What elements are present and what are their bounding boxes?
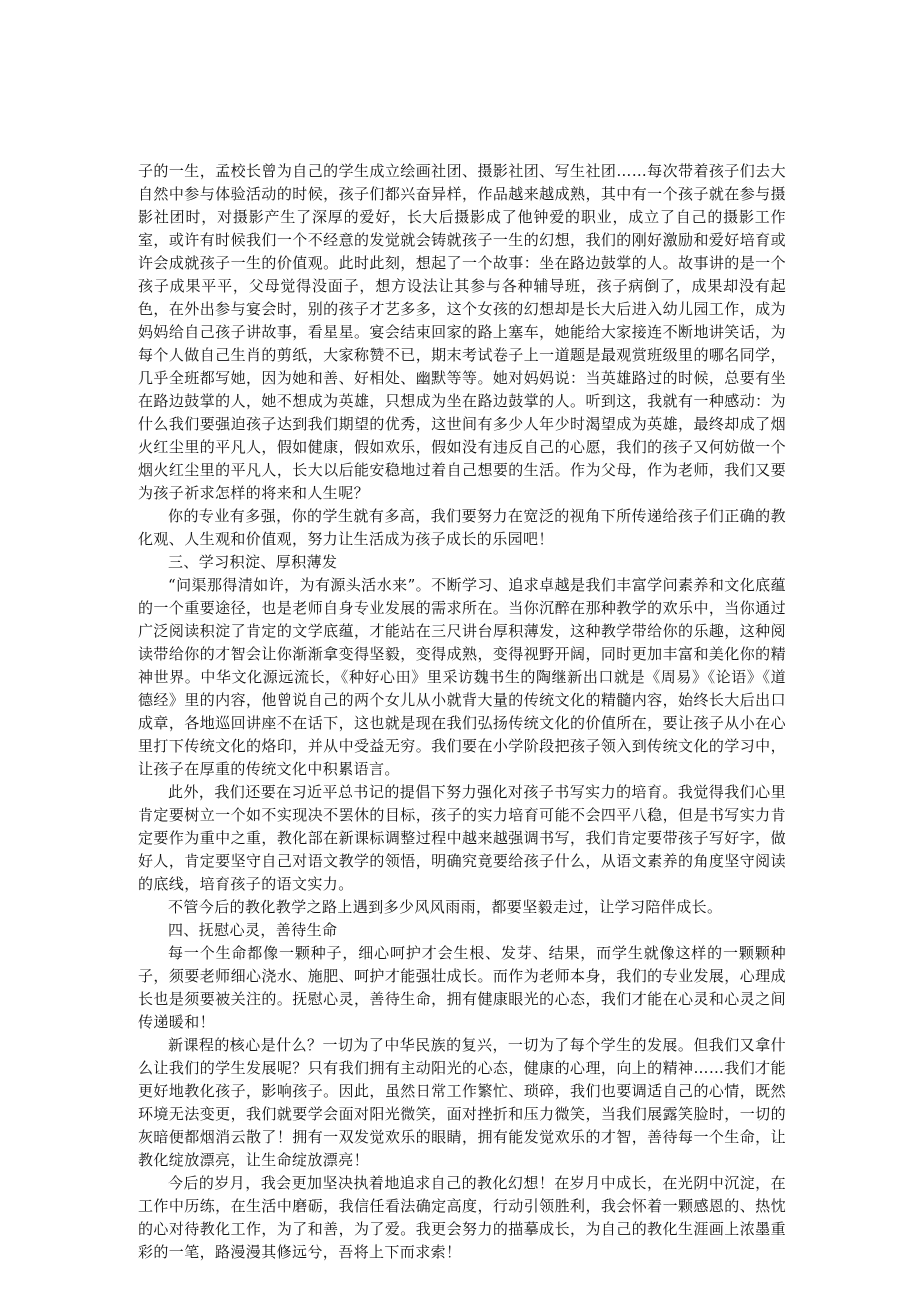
body-paragraph: 新课程的核心是什么？一切为了中华民族的复兴，一切为了每个学生的发展。但我们又拿什么让我们的学生发展呢？只有我们拥有主动阳光的心态，健康的心理，向上的精神……我们才能更好地教化孩子，影响孩子。因此，虽然日常工作繁忙、琐碎，我们也要调适自己的心情，既然环境无法变更，我们就要学会面对阳光微笑，面对挫折和压力微笑，当我们展露笑脸时，一切的灰暗便都烟消云散了！拥有一双发觉欢乐的眼睛，拥有能发觉欢乐的才智，善待每一个生命，让教化绽放漂亮，让生命绽放漂亮！: [138, 1036, 786, 1169]
body-paragraph: “问渠那得清如许，为有源头活水来”。不断学习、追求卓越是我们丰富学问素养和文化底蕴的一个重要途径，也是老师自身专业发展的需求所在。当你沉醉在那种教学的欢乐中，当你通过广泛阅读积淀了肯定的文学底蕴，才能站在三尺讲台厚积薄发，这种教学带给你的乐趣，这种阅读带给你的才智会让你渐渐拿变得坚毅，变得成熟，变得视野开阔，同时更加丰富和美化你的精神世界。中华文化源远流长，《种好心田》里采访魏书生的陶继新出口就是《周易》《论语》《道德经》里的内容，他曾说自己的两个女儿从小就背大量的传统文化的精髓内容，始终长大后出口成章，各地巡回讲座不在话下，这也就是现在我们弘扬传统文化的价值所在，要让孩子从小在心里打下传统文化的烙印，并从中受益无穷。我们要在小学阶段把孩子领入到传统文化的学习中，让孩子在厚重的传统文化中积累语言。: [138, 576, 786, 778]
body-paragraph: 今后的岁月，我会更加坚决执着地追求自己的教化幻想！在岁月中成长，在光阴中沉淀，在工作中历练，在生活中磨砺，我信任看法确定高度，行动引领胜利，我会怀着一颗感恩的、热忱的心对待教化工作，为了和善，为了爱。我更会努力的描摹成长，为自己的教化生涯画上浓墨重彩的一笔，路漫漫其修远兮，吾将上下而求索！: [138, 1174, 786, 1261]
body-paragraph: 不管今后的教化教学之路上遇到多少风风雨雨，都要坚毅走过，让学习陪伴成长。: [168, 898, 723, 916]
section-heading: 三、学习积淀、厚积薄发: [168, 553, 338, 571]
body-paragraph: 此外，我们还要在习近平总书记的提倡下努力强化对孩子书写实力的培育。我觉得我们心里肯定要树立一个如不实现决不罢休的目标，孩子的实力培育可能不会四平八稳，但是书写实力肯定要作为重中之重，教化部在新课标调整过程中越来越强调书写，我们肯定要带孩子写好字，做好人，肯定要坚守自己对语文教学的领悟，明确究竟要给孩子什么，从语文素养的角度坚守阅读的底线，培育孩子的语文实力。: [138, 783, 786, 893]
section-heading: 四、抚慰心灵，善待生命: [168, 921, 338, 939]
body-paragraph: 每一个生命都像一颗种子，细心呵护才会生根、发芽、结果，而学生就像这样的一颗颗种子，须要老师细心浇水、施肥、呵护才能强壮成长。而作为老师本身，我们的专业发展，心理成长也是须要被关注的。抚慰心灵，善待生命，拥有健康眼光的心态，我们才能在心灵和心灵之间传递暖和！: [138, 944, 786, 1031]
body-paragraph: 你的专业有多强，你的学生就有多高，我们要努力在宽泛的视角下所传递给孩子们正确的教化观、人生观和价值观，努力让生活成为孩子成长的乐园吧！: [138, 507, 786, 548]
document-page: [138, 160, 786, 1264]
body-paragraph: 子的一生，孟校长曾为自己的学生成立绘画社团、摄影社团、写生社团……每次带着孩子们去大自然中参与体验活动的时候，孩子们都兴奋异样，作品越来越成熟，其中有一个孩子就在参与摄影社团时，对摄影产生了深厚的爱好，长大后摄影成了他钟爱的职业，成立了自己的摄影工作室，或许有时候我们一个不经意的发觉就会铸就孩子一生的幻想，我们的刚好激励和爱好培育或许会成就孩子一生的价值观。此时此刻，想起了一个故事：坐在路边鼓掌的人。故事讲的是一个孩子成果平平，父母觉得没面子，想方设法让其参与各种辅导班，孩子病倒了，成果却没有起色，在外出参与宴会时，别的孩子才艺多多，这个女孩的幻想却是长大后进入幼儿园工作，成为妈妈给自己孩子讲故事，看星星。宴会结束回家的路上塞车，她能给大家接连不断地讲笑话，为每个人做自己生肖的剪纸，大家称赞不已，期末考试卷子上一道题是最观赏班级里的哪名同学，几乎全班都写她，因为她和善、好相处、幽默等等。她对妈妈说：当英雄路过的时候，总要有坐在路边鼓掌的人，她不想成为英雄，只想成为坐在路边鼓掌的人。听到这，我就有一种感动：为什么我们要强迫孩子达到我们期望的优秀，这世间有多少人年少时渴望成为英雄，最终却成了烟火红尘里的平凡人，假如健康，假如欢乐，假如没有违反自己的心愿，我们的孩子又何妨做一个烟火红尘里的平凡人，长大以后能安稳地过着自己想要的生活。作为父母，作为老师，我们又要为孩子祈求怎样的将来和人生呢？: [138, 162, 786, 502]
